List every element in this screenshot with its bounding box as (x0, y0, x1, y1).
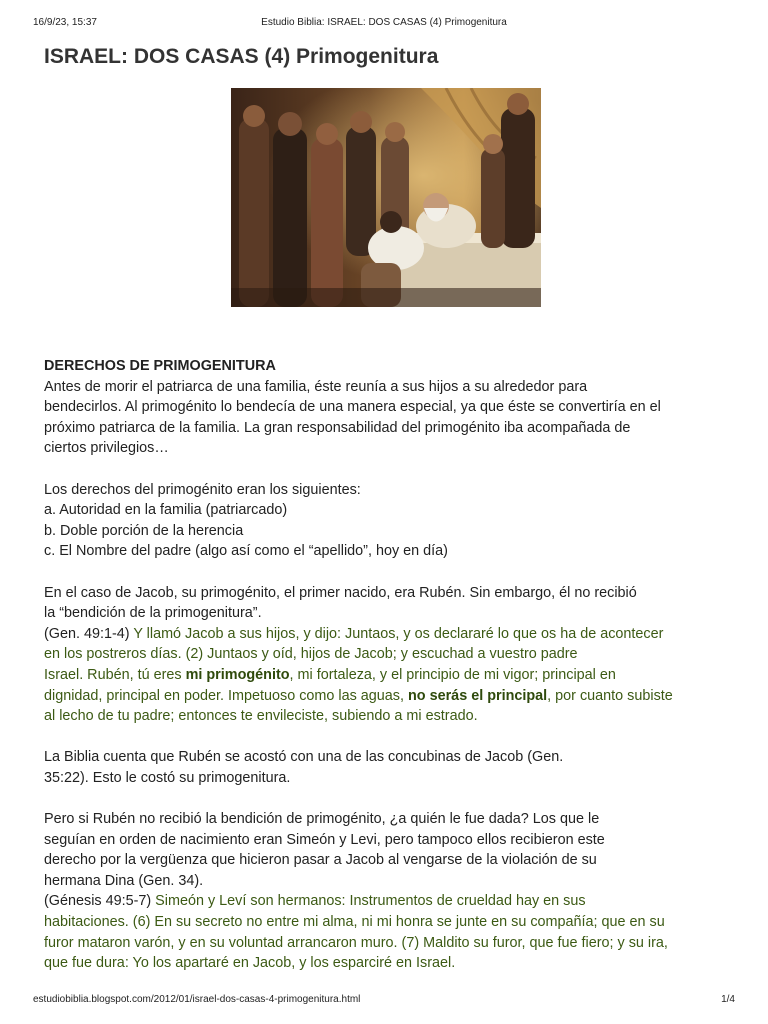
rights-list (44, 500, 734, 562)
painting-illustration (231, 88, 541, 307)
text-line: Pero si Rubén no recibió la bendición de primogénito, ¿a quién le fue dada? Los que le (44, 811, 600, 828)
text-line: Antes de morir el patriarca de una familia, éste reunía a sus hijos a su alrededor para (44, 378, 588, 395)
text-line: hermana Dina (Gen. 34). (44, 872, 204, 889)
print-page-title: Estudio Biblia: ISRAEL: DOS CASAS (4) Primogenitura (261, 17, 507, 28)
verse-text: , mi fortaleza, y el principio de mi vigor; principal en (289, 666, 616, 683)
text-line: seguían en orden de nacimiento eran Simeón y Levi, pero tampoco ellos recibieron este (44, 831, 605, 848)
print-date: 16/9/23, 15:37 (33, 17, 97, 28)
rights-intro: Los derechos del primogénito eran los siguientes: (44, 481, 361, 498)
verse-text: dignidad, principal en poder. Impetuoso como las aguas, (44, 687, 408, 704)
verse-emphasis: no serás el principal (408, 687, 548, 704)
print-footer (33, 994, 735, 1008)
post-body (44, 356, 734, 974)
list-item: a. Autoridad en la familia (patriarcado) (44, 502, 288, 519)
verse-text: en los postreros días. (2) Juntaos y oíd, hijos de Jacob; y escuchad a vuestro padre (44, 646, 578, 663)
verse-text: Simeón y Leví son hermanos: Instrumentos de crueldad hay en sus (151, 893, 586, 910)
verse-reference: (Gen. 49:1-4) (44, 625, 130, 642)
text-line: la “bendición de la primogenitura”. (44, 605, 262, 622)
verse-text: habitaciones. (6) En su secreto no entre mi alma, ni mi honra se junte en su compañía; que en su (44, 914, 665, 931)
text-line: próximo patriarca de la familia. La gran responsabilidad del primogénito iba acompañada de (44, 419, 631, 436)
post-title: ISRAEL: DOS CASAS (4) Primogenitura (44, 45, 439, 68)
text-line: 35:22). Esto le costó su primogenitura. (44, 769, 291, 786)
painting-image (231, 88, 541, 307)
text-line: En el caso de Jacob, su primogénito, el primer nacido, era Rubén. Sin embargo, él no recibió (44, 584, 637, 601)
verse-text: al lecho de tu padre; entonces te envileciste, subiendo a mi estrado. (44, 708, 478, 725)
verse-text: que fue dura: Yo los apartaré en Jacob, y los esparciré en Israel. (44, 955, 456, 972)
verse-text: Y llamó Jacob a sus hijos, y dijo: Juntaos, y os declararé lo que os ha de acontecer (129, 625, 664, 642)
ruben-paragraph (44, 747, 734, 788)
intro-paragraph (44, 377, 734, 459)
page-url: estudiobiblia.blogspot.com/2012/01/israel-dos-casas-4-primogenitura.html (33, 994, 361, 1005)
jacob-paragraph (44, 583, 734, 727)
verse-text: furor mataron varón, y en su voluntad arrancaron muro. (7) Maldito su furor, que fue fiero; y su ira, (44, 934, 668, 951)
text-line: ciertos privilegios… (44, 440, 169, 457)
simeon-levi-paragraph (44, 809, 734, 974)
verse-text: , por cuanto subiste (547, 687, 673, 704)
list-item: b. Doble porción de la herencia (44, 522, 244, 539)
section-heading: DERECHOS DE PRIMOGENITURA (44, 358, 276, 374)
text-line: derecho por la vergüenza que hicieron pasar a Jacob al vengarse de la violación de su (44, 852, 597, 869)
verse-emphasis: mi primogénito (185, 666, 290, 683)
verse-reference: (Génesis 49:5-7) (44, 893, 152, 910)
text-line: bendecirlos. Al primogénito lo bendecía de una manera especial, ya que éste se convertiría en el (44, 399, 661, 416)
text-line: La Biblia cuenta que Rubén se acostó con una de las concubinas de Jacob (Gen. (44, 749, 564, 766)
page-number: 1/4 (721, 994, 735, 1005)
verse-text: Israel. Rubén, tú eres (44, 666, 186, 683)
list-item: c. El Nombre del padre (algo así como el “apellido”, hoy en día) (44, 543, 448, 560)
print-header (33, 17, 735, 31)
